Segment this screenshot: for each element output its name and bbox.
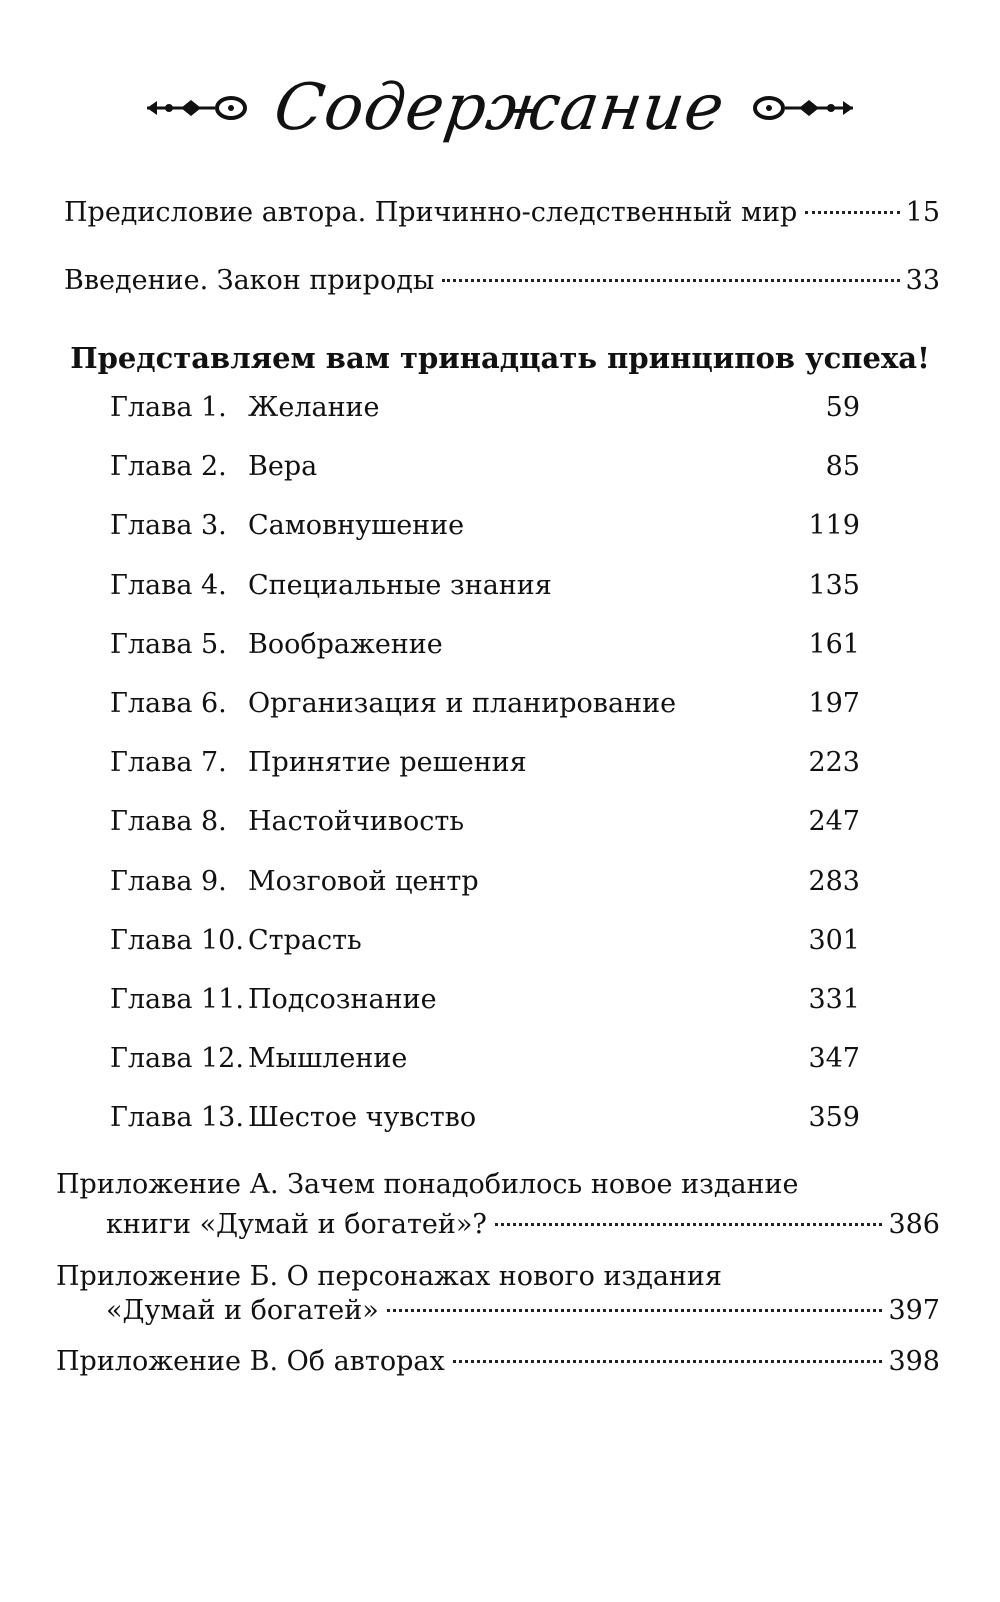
toc-entry-text: Предисловие автора. Причинно-следственный мир (64, 197, 798, 228)
dot-leader (387, 1309, 883, 1312)
chapter-row-9[interactable] (110, 866, 890, 925)
chapter-title: Подсознание (248, 983, 437, 1015)
chapter-title: Мышление (248, 1043, 408, 1075)
chapter-row-4[interactable] (110, 570, 890, 629)
chapter-label: Глава 9. (110, 865, 227, 897)
chapter-row-10[interactable] (110, 925, 890, 984)
chapter-label: Глава 2. (110, 451, 227, 483)
section-heading: Представляем вам тринадцать принципов успеха! (70, 341, 930, 375)
dot-leader (442, 279, 899, 282)
toc-entry-text: книги «Думай и богатей»? (106, 1209, 487, 1240)
dot-leader (805, 211, 899, 214)
chapter-title: Мозговой центр (248, 865, 479, 897)
chapter-label: Глава 10. (110, 924, 244, 956)
chapter-title: Настойчивость (248, 806, 465, 838)
chapter-row-7[interactable] (110, 747, 890, 806)
toc-entry-appendix-a[interactable] (106, 1208, 940, 1242)
chapter-page-number: 283 (808, 865, 860, 897)
chapter-label: Глава 4. (110, 569, 227, 601)
chapter-label: Глава 12. (110, 1043, 244, 1075)
chapter-page-number: 161 (808, 628, 860, 660)
chapter-row-6[interactable] (110, 688, 890, 747)
page-title: Содержание (270, 71, 730, 145)
toc-page-number: 15 (905, 197, 940, 228)
toc-page-number: 398 (888, 1346, 940, 1377)
toc-entry-introduction[interactable] (64, 264, 940, 298)
chapter-label: Глава 1. (110, 392, 227, 423)
chapter-row-2[interactable] (110, 451, 890, 510)
chapter-page-number: 359 (808, 1102, 860, 1134)
right-ornament-icon (747, 88, 857, 128)
chapter-row-1[interactable] (110, 392, 890, 451)
toc-page-number: 33 (905, 265, 940, 296)
chapter-label: Глава 13. (110, 1102, 244, 1134)
chapter-page-number: 301 (808, 924, 860, 956)
chapter-row-8[interactable] (110, 806, 890, 865)
chapter-row-5[interactable] (110, 629, 890, 688)
toc-page-number: 386 (888, 1209, 940, 1240)
chapter-page-number: 331 (808, 983, 860, 1015)
chapter-title: Воображение (248, 628, 443, 660)
title-block (0, 48, 1000, 168)
chapter-title: Желание (248, 392, 380, 423)
chapter-page-number: 59 (825, 392, 860, 423)
chapter-row-3[interactable] (110, 510, 890, 569)
chapter-page-number: 135 (808, 569, 860, 601)
chapter-title: Шестое чувство (248, 1102, 477, 1134)
chapter-label: Глава 5. (110, 628, 227, 660)
chapter-page-number: 119 (808, 510, 860, 542)
chapter-list (110, 392, 890, 1161)
chapter-row-13[interactable] (110, 1102, 890, 1161)
left-ornament-icon (143, 88, 253, 128)
toc-entry-preface[interactable] (64, 196, 940, 230)
chapter-page-number: 247 (808, 806, 860, 838)
chapter-label: Глава 6. (110, 687, 227, 719)
toc-entry-appendix-b-line1: Приложение Б. О персонажах нового издания (56, 1261, 722, 1292)
chapter-page-number: 85 (825, 451, 860, 483)
chapter-page-number: 347 (808, 1043, 860, 1075)
chapter-title: Организация и планирование (248, 687, 677, 719)
dot-leader (453, 1360, 883, 1363)
chapter-page-number: 197 (808, 687, 860, 719)
chapter-title: Самовнушение (248, 510, 465, 542)
chapter-label: Глава 3. (110, 510, 227, 542)
chapter-title: Принятие решения (248, 747, 527, 779)
chapter-label: Глава 11. (110, 983, 244, 1015)
toc-entry-text: Введение. Закон природы (64, 265, 435, 296)
chapter-label: Глава 8. (110, 806, 227, 838)
chapter-page-number: 223 (808, 747, 860, 779)
chapter-title: Специальные знания (248, 569, 552, 601)
toc-entry-appendix-b[interactable] (106, 1294, 940, 1328)
dot-leader (495, 1223, 883, 1226)
toc-page-number: 397 (888, 1295, 940, 1326)
chapter-row-12[interactable] (110, 1043, 890, 1102)
chapter-title: Вера (248, 451, 318, 483)
toc-entry-text: «Думай и богатей» (106, 1295, 379, 1326)
toc-entry-text: Приложение В. Об авторах (56, 1346, 445, 1377)
toc-entry-appendix-a-line1: Приложение А. Зачем понадобилось новое издание (56, 1169, 799, 1200)
chapter-label: Глава 7. (110, 747, 227, 779)
chapter-row-11[interactable] (110, 984, 890, 1043)
toc-entry-appendix-c[interactable] (56, 1345, 940, 1379)
chapter-title: Страсть (248, 924, 362, 956)
